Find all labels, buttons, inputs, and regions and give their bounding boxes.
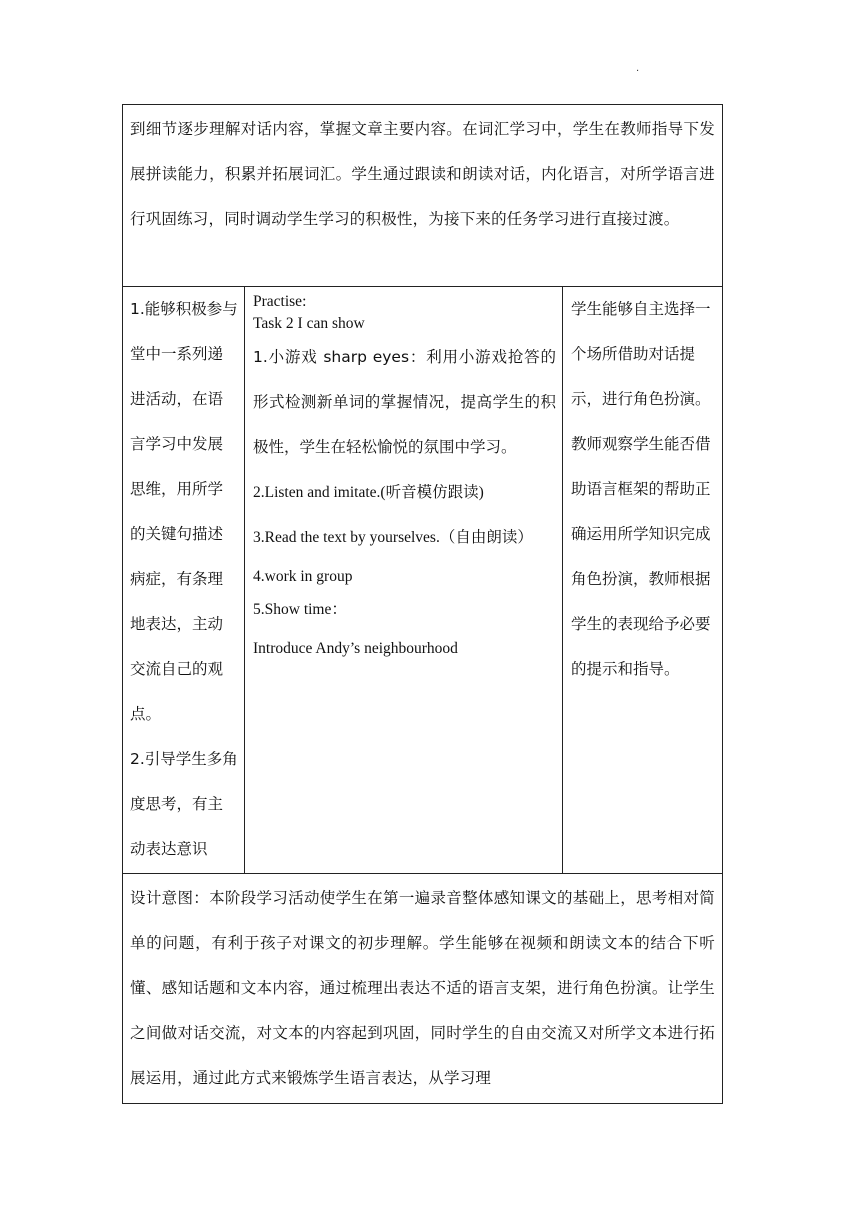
design-intent-paragraph: 设计意图：本阶段学习活动使学生在第一遍录音整体感知课文的基础上，思考相对简单的问题，有利于孩子对课文的初步理解。学生能够在视频和朗读文本的结合下听懂、感知话题和文本内容，通过梳理出表达不适的语言支架，进行角色扮演。让学生之间做对话交流，对文本的内容起到巩固，同时学生的自由交流又对所学文本进行拓展运用，通过此方式来锻炼学生语言表达，从学习理 [130, 889, 715, 1087]
activity-step-2: 2.Listen and imitate.(听音模仿跟读) [253, 484, 484, 501]
page-mark: . [636, 63, 640, 74]
intro-paragraph: 到细节逐步理解对话内容，掌握文章主要内容。在词汇学习中，学生在教师指导下发展拼读能力，积累并拓展词汇。学生通过跟读和朗读对话，内化语言，对所学语言进行巩固练习，同时调动学生学习的积极性，为接下来的任务学习进行直接过渡。 [130, 120, 715, 228]
activity-step-5-detail: Introduce Andy’s neighbourhood [253, 640, 458, 657]
intro-row [123, 105, 723, 287]
intro-cell [123, 105, 723, 287]
lesson-plan-table [122, 104, 723, 1104]
design-intent-cell [123, 874, 723, 1104]
task-title: Task 2 I can show [253, 315, 365, 332]
objective-item-2: 2.引导学生多角度思考，有主动表达意识 [130, 750, 238, 858]
activity-step-1: 1.小游戏 sharp eyes：利用小游戏抢答的形式检测新单词的掌握情况，提高学生的积极性，学生在轻松愉悦的氛围中学习。 [253, 348, 556, 456]
objective-item-1: 1.能够积极参与堂中一系列递进活动，在语言学习中发展思维，用所学的关键句描述病症，有条理地表达，主动交流自己的观点。 [130, 300, 238, 723]
objectives-cell [123, 287, 245, 874]
design-intent-row [123, 874, 723, 1104]
practise-heading: Practise: [253, 293, 307, 310]
assessment-cell [563, 287, 723, 874]
assessment-text: 学生能够自主选择一个场所借助对话提示，进行角色扮演。教师观察学生能否借助语言框架的帮助正确运用所学知识完成角色扮演，教师根据学生的表现给予必要的提示和指导。 [571, 300, 711, 678]
activities-cell [245, 287, 563, 874]
activity-step-5: 5.Show time： [253, 601, 347, 618]
activity-step-4: 4.work in group [253, 568, 353, 585]
activity-row [123, 287, 723, 874]
activity-step-3: 3.Read the text by yourselves.（自由朗读） [253, 529, 533, 546]
